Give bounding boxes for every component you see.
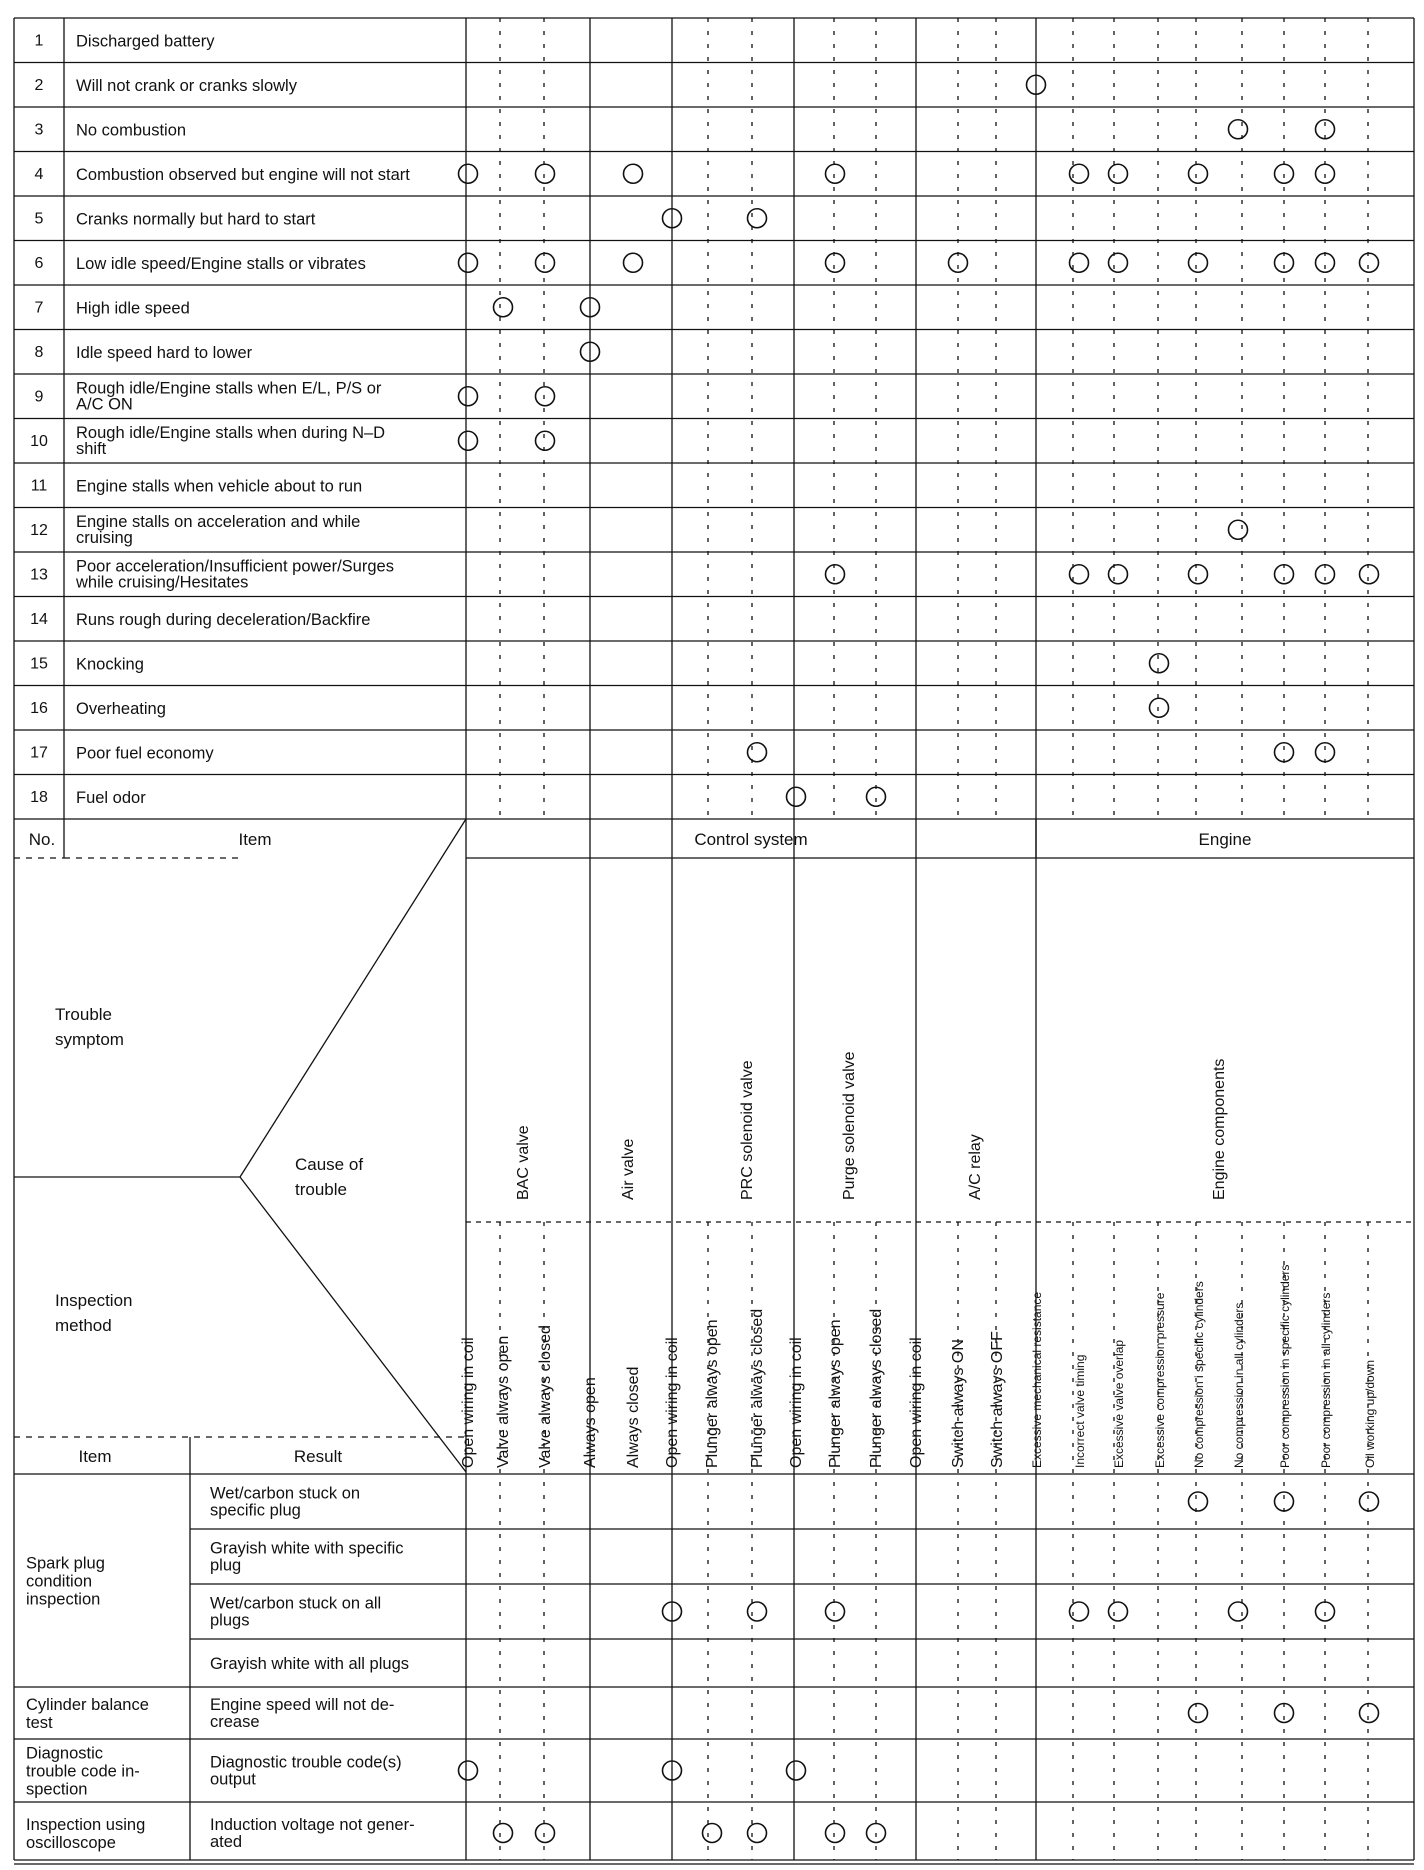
cause-label: Always closed: [625, 1366, 642, 1468]
cause-label: Switch always ON: [950, 1339, 967, 1468]
cause-mark: [494, 298, 513, 317]
symptom-text: Engine stalls on acceleration and while: [76, 512, 361, 531]
result-text: Diagnostic trouble code(s): [210, 1753, 402, 1772]
result-text: Grayish white with specific: [210, 1539, 404, 1558]
result-text: Induction voltage not gener-: [210, 1816, 415, 1834]
cause-mark: [1229, 520, 1248, 539]
inspection-item: Inspection using: [26, 1816, 146, 1834]
cause-mark: [748, 1824, 767, 1843]
cause-marks: [459, 75, 1379, 1842]
cause-mark: [459, 431, 478, 450]
header-inspection-method: method: [55, 1316, 112, 1335]
symptom-number: 1: [34, 32, 44, 50]
cause-mark: [1189, 565, 1208, 584]
symptom-text: Poor fuel economy: [76, 744, 214, 763]
result-text: output: [210, 1770, 256, 1789]
cause-label: Plunger always open: [704, 1319, 721, 1468]
cause-mark: [949, 253, 968, 272]
cause-mark: [787, 1761, 806, 1780]
symptom-number: 15: [30, 655, 48, 673]
cause-mark: [1189, 253, 1208, 272]
cause-label: No compression in all cylinders: [1232, 1302, 1246, 1468]
cause-mark: [867, 787, 886, 806]
symptom-number: 13: [30, 566, 48, 584]
cause-label: No compression i specific cylinders: [1192, 1281, 1206, 1468]
cause-mark: [1360, 565, 1379, 584]
symptom-text: A/C ON: [76, 395, 133, 414]
symptom-text: Engine stalls when vehicle about to run: [76, 477, 363, 496]
symptom-number: 16: [30, 699, 48, 717]
cause-mark: [1150, 654, 1169, 673]
symptom-text: Idle speed hard to lower: [76, 343, 253, 362]
cause-label: Excessive compression pressure: [1153, 1292, 1167, 1468]
symptom-number: 18: [30, 788, 48, 806]
symptom-text: Fuel odor: [76, 788, 146, 807]
symptom-text: Combustion observed but engine will not start: [76, 165, 410, 184]
symptom-number: 5: [34, 210, 44, 228]
cause-label: Open wiring in coil: [664, 1337, 681, 1468]
cause-mark: [1229, 1602, 1248, 1621]
cause-mark: [536, 164, 555, 183]
cause-mark: [1109, 1602, 1128, 1621]
group-label: Air valve: [620, 1138, 637, 1200]
symptom-text: Rough idle/Engine stalls when during N–D: [76, 423, 386, 442]
cause-label: Poor compression in all cylinders: [1319, 1292, 1333, 1468]
header-trouble-symptom: symptom: [55, 1030, 124, 1049]
symptom-text: No combustion: [76, 121, 187, 140]
cause-mark: [536, 387, 555, 406]
cause-mark: [826, 253, 845, 272]
cause-mark: [1189, 164, 1208, 183]
cause-mark: [536, 253, 555, 272]
result-text: Grayish white with all plugs: [210, 1655, 409, 1673]
symptom-number: 8: [34, 343, 44, 361]
cause-mark: [1316, 164, 1335, 183]
cause-mark: [1070, 164, 1089, 183]
inspection-item: Spark plug: [26, 1554, 105, 1573]
cause-label: Excessive mechanical resistance: [1030, 1291, 1044, 1468]
cause-mark: [1189, 1492, 1208, 1511]
cause-mark: [1109, 164, 1128, 183]
cause-mark: [826, 164, 845, 183]
header-cause-of-trouble: Cause of: [295, 1155, 364, 1174]
cause-label: Plunger always closed: [749, 1308, 766, 1468]
cause-mark: [1189, 1704, 1208, 1723]
cause-mark: [494, 1824, 513, 1843]
inspection-item: oscilloscope: [26, 1834, 116, 1852]
symptom-number: 6: [34, 254, 44, 272]
cause-mark: [1316, 743, 1335, 762]
cause-label: Poor compression in specific cylinders: [1278, 1264, 1292, 1468]
symptom-text: Cranks normally but hard to start: [76, 210, 316, 229]
cause-mark: [624, 164, 643, 183]
header-item: Item: [238, 830, 272, 849]
symptom-text: Rough idle/Engine stalls when E/L, P/S or: [76, 379, 382, 398]
cause-mark: [459, 164, 478, 183]
group-label: Engine components: [1211, 1058, 1228, 1200]
cause-mark: [748, 1602, 767, 1621]
result-text: plugs: [210, 1611, 250, 1630]
cause-mark: [787, 787, 806, 806]
cause-mark: [826, 1602, 845, 1621]
header-control-system: Control system: [694, 830, 808, 849]
header-item2: Item: [78, 1447, 112, 1466]
symptom-text: Poor acceleration/Insufficient power/Surges: [76, 557, 394, 576]
cause-mark: [624, 253, 643, 272]
cause-mark: [536, 431, 555, 450]
table-rules: [14, 18, 1414, 1864]
symptom-text: Knocking: [76, 655, 144, 674]
cause-label: Excessive valve overlap: [1112, 1339, 1126, 1468]
symptom-text: Low idle speed/Engine stalls or vibrates: [76, 254, 366, 273]
symptom-text: shift: [76, 439, 107, 458]
inspection-item: spection: [26, 1780, 88, 1799]
symptom-text: Runs rough during deceleration/Backfire: [76, 610, 371, 629]
header-result: Result: [293, 1447, 343, 1466]
symptom-text: Will not crank or cranks slowly: [76, 76, 297, 95]
cause-mark: [1275, 164, 1294, 183]
diagonal: [240, 819, 466, 1177]
table-text: [26, 32, 1377, 1852]
header-no: No.: [28, 830, 56, 849]
result-text: Wet/carbon stuck on: [210, 1484, 361, 1503]
symptom-text: Discharged battery: [76, 32, 215, 51]
cause-mark: [1070, 253, 1089, 272]
diagonal: [240, 1177, 466, 1472]
group-label: A/C relay: [967, 1134, 984, 1200]
cause-mark: [459, 1761, 478, 1780]
inspection-item: inspection: [26, 1590, 101, 1609]
cause-label: Plunger always open: [827, 1319, 844, 1468]
cause-mark: [1150, 698, 1169, 717]
header-cause-of-trouble: trouble: [295, 1180, 347, 1199]
symptom-number: 10: [30, 432, 48, 450]
cause-mark: [748, 209, 767, 228]
result-text: ated: [210, 1833, 243, 1851]
symptom-number: 4: [34, 165, 44, 183]
symptom-number: 3: [34, 121, 44, 139]
cause-mark: [1360, 1492, 1379, 1511]
cause-mark: [1316, 253, 1335, 272]
result-text: plug: [210, 1556, 242, 1575]
cause-label: Always open: [582, 1377, 599, 1468]
header-trouble-symptom: Trouble: [55, 1005, 113, 1024]
cause-mark: [459, 387, 478, 406]
symptom-number: 7: [34, 299, 44, 317]
cause-mark: [1109, 565, 1128, 584]
symptom-text: cruising: [76, 528, 133, 547]
cause-label: Plunger always closed: [868, 1308, 885, 1468]
inspection-item: condition: [26, 1572, 93, 1591]
cause-mark: [1229, 120, 1248, 139]
cause-mark: [826, 565, 845, 584]
cause-mark: [703, 1824, 722, 1843]
cause-label: Switch always OFF: [989, 1331, 1006, 1468]
cause-label: Open wiring in coil: [460, 1337, 477, 1468]
cause-label: Valve always open: [495, 1335, 512, 1468]
cause-mark: [459, 253, 478, 272]
cause-mark: [1316, 1602, 1335, 1621]
result-text: specific plug: [210, 1501, 301, 1520]
symptom-text: while cruising/Hesitates: [76, 573, 249, 592]
symptom-text: High idle speed: [76, 299, 190, 318]
result-text: crease: [210, 1713, 260, 1731]
cause-label: Incorrect valve timing: [1073, 1354, 1087, 1468]
cause-label: Open wiring in coil: [788, 1337, 805, 1468]
cause-mark: [1360, 1704, 1379, 1723]
group-label: Purge solenoid valve: [841, 1051, 858, 1200]
cause-mark: [1275, 253, 1294, 272]
inspection-item: Diagnostic: [26, 1744, 104, 1763]
cause-mark: [826, 1824, 845, 1843]
cause-mark: [1360, 253, 1379, 272]
symptom-number: 12: [30, 521, 48, 539]
cause-mark: [536, 1824, 555, 1843]
cause-mark: [1070, 1602, 1089, 1621]
cause-mark: [748, 743, 767, 762]
symptom-number: 2: [34, 76, 44, 94]
result-text: Engine speed will not de-: [210, 1696, 395, 1714]
cause-label: Valve always closed: [537, 1325, 554, 1468]
header-inspection-method: Inspection: [55, 1291, 133, 1310]
symptom-number: 9: [34, 388, 44, 406]
inspection-item: Cylinder balance: [26, 1696, 149, 1714]
cause-mark: [1109, 253, 1128, 272]
cause-mark: [1070, 565, 1089, 584]
cause-label: Oil working up/down: [1363, 1359, 1377, 1468]
inspection-item: trouble code in-: [26, 1762, 140, 1781]
symptom-number: 17: [30, 744, 48, 762]
inspection-item: test: [26, 1714, 53, 1732]
symptom-number: 11: [30, 477, 48, 495]
group-label: BAC valve: [515, 1125, 532, 1200]
symptom-number: 14: [30, 610, 48, 628]
cause-label: Open wiring in coil: [908, 1337, 925, 1468]
cause-mark: [1275, 743, 1294, 762]
group-label: PRC solenoid valve: [739, 1060, 756, 1200]
header-engine: Engine: [1198, 830, 1252, 849]
result-text: Wet/carbon stuck on all: [210, 1594, 382, 1613]
symptom-text: Overheating: [76, 699, 166, 718]
